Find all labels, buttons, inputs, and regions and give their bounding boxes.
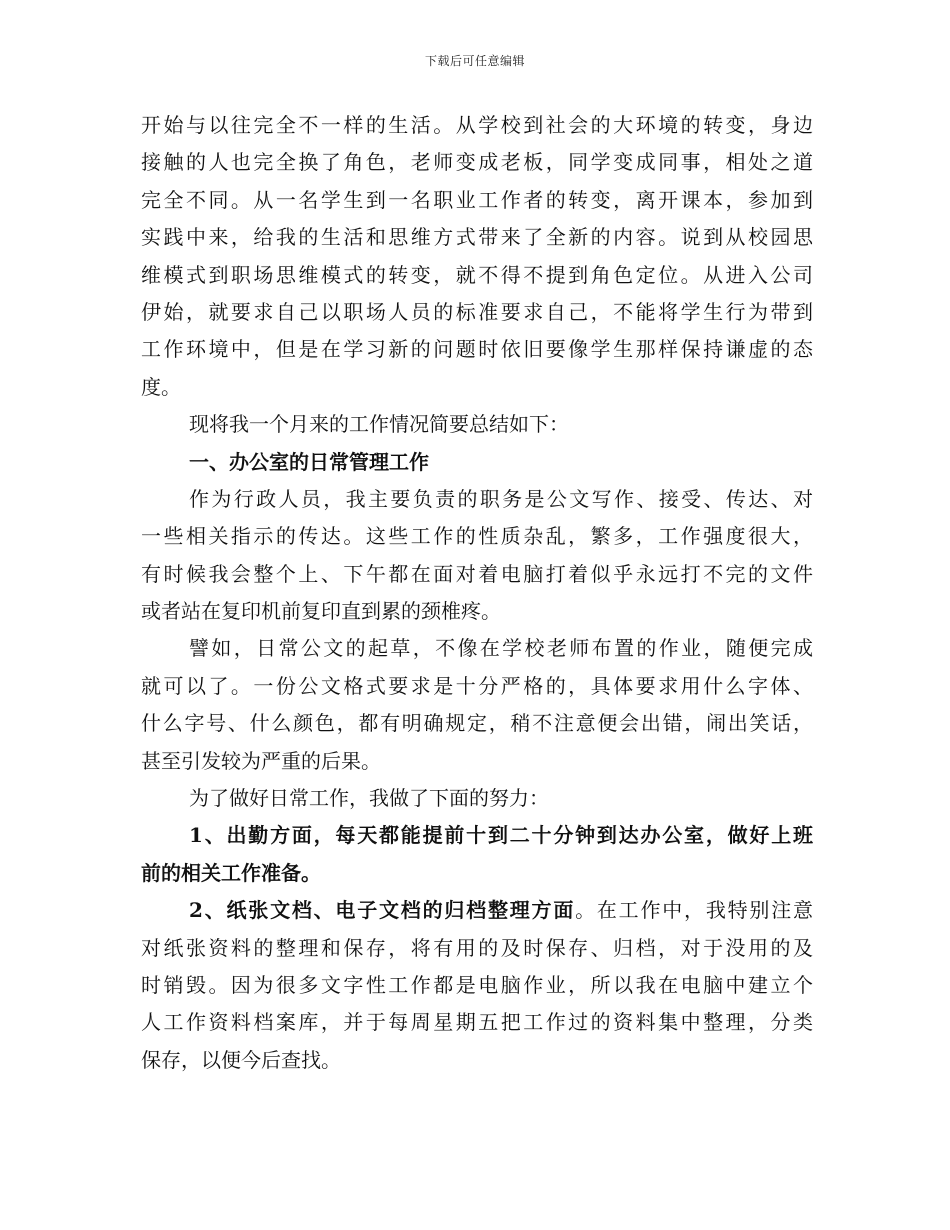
text-line: 前的相关工作准备。 [141, 860, 321, 885]
text-line: 时销毁。因为很多文字性工作都是电脑作业，所以我在电脑中建立个 [141, 972, 813, 997]
text-line: 维模式到职场思维模式的转变，就不得不提到角色定位。从进入公司 [141, 262, 813, 287]
page-header: 下载后可任意编辑 [424, 54, 525, 68]
text-line: 1、出勤方面，每天都能提前十到二十分钟到达办公室，做好上班 [189, 823, 813, 848]
text-line: 譬如，日常公文的起草，不像在学校老师布置的作业，随便完成 [189, 636, 813, 661]
bold-run: 2、纸张文档、电子文档的归档整理方面 [189, 898, 576, 923]
text-line: 或者站在复印机前复印直到累的颈椎疼。 [141, 599, 501, 624]
text-line: 有时候我会整个上、下午都在面对着电脑打着似乎永远打不完的文件 [141, 561, 813, 586]
text-line: 度。 [141, 374, 181, 399]
text-line: 完全不同。从一名学生到一名职业工作者的转变，离开课本，参加到 [141, 187, 813, 212]
text-line: 开始与以往完全不一样的生活。从学校到社会的大环境的转变，身边 [141, 113, 813, 137]
text-line: 对纸张资料的整理和保存，将有用的及时保存、归档，对于没用的及 [141, 935, 813, 960]
normal-run: 。在工作中，我特别注意 [575, 898, 813, 923]
text-line: 伊始，就要求自己以职场人员的标准要求自己，不能将学生行为带到 [141, 299, 813, 324]
text-line [141, 892, 813, 929]
document-body [141, 107, 813, 1079]
text-line: 现将我一个月来的工作情况简要总结如下： [189, 412, 569, 437]
text-line: 甚至引发较为严重的后果。 [141, 748, 381, 773]
text-line: 就可以了。一份公文格式要求是十分严格的，具体要求用什么字体、 [141, 673, 813, 698]
text-line: 保存，以便今后查找。 [141, 1047, 341, 1072]
text-line: 一些相关指示的传达。这些工作的性质杂乱，繁多，工作强度很大， [141, 524, 813, 549]
text-line: 人工作资料档案库，并于每周星期五把工作过的资料集中整理，分类 [141, 1010, 813, 1035]
text-line: 一、办公室的日常管理工作 [189, 449, 429, 474]
text-line: 工作环境中，但是在学习新的问题时依旧要像学生那样保持谦虚的态 [141, 337, 813, 362]
text-line: 接触的人也完全换了角色，老师变成老板，同学变成同事，相处之道 [141, 150, 813, 175]
text-line: 什么字号、什么颜色，都有明确规定，稍不注意便会出错，闹出笑话， [141, 711, 813, 736]
text-line: 作为行政人员，我主要负责的职务是公文写作、接受、传达、对 [189, 486, 813, 511]
text-line: 为了做好日常工作，我做了下面的努力： [189, 786, 549, 811]
text-line: 实践中来，给我的生活和思维方式带来了全新的内容。说到从校园思 [141, 225, 813, 250]
